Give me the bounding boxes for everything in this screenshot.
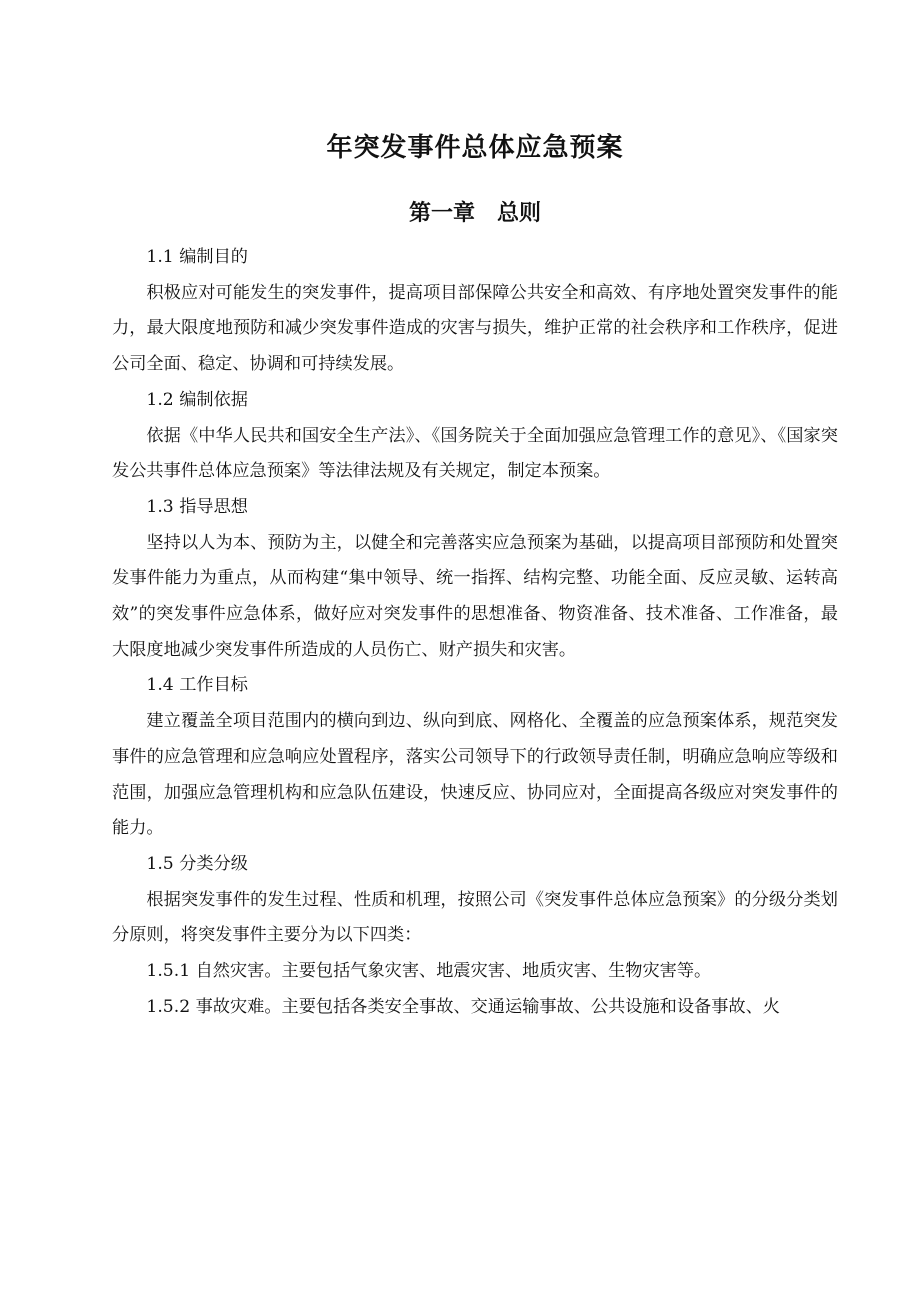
section-body-1-5: 根据突发事件的发生过程、性质和机理，按照公司《突发事件总体应急预案》的分级分类划分原则，将突发事件主要分为以下四类： — [112, 889, 838, 946]
section-heading-1-1: 1.1 编制目的 — [146, 247, 248, 267]
list-item-1-5-1: 1.5.1 自然灾害。主要包括气象灾害、地震灾害、地质灾害、生物灾害等。 — [146, 961, 712, 982]
section-heading-1-3: 1.3 指导思想 — [146, 496, 248, 517]
list-item-1-5-2: 1.5.2 事故灾难。主要包括各类安全事故、交通运输事故、公共设施和设备事故、火 — [146, 996, 780, 1017]
section-body-1-1: 积极应对可能发生的突发事件，提高项目部保障公共安全和高效、有序地处置突发事件的能力，最大限度地预防和减少突发事件造成的灾害与损失，维护正常的社会秩序和工作秩序，促进公司全面、稳定、协调和可持续发展。 — [112, 282, 838, 375]
document-title: 年突发事件总体应急预案 — [326, 133, 624, 163]
section-heading-1-4: 1.4 工作目标 — [146, 675, 248, 696]
document-body — [112, 240, 838, 1025]
section-heading-1-2: 1.2 编制依据 — [146, 389, 248, 410]
section-heading-1-5: 1.5 分类分级 — [146, 853, 248, 874]
section-body-1-3: 坚持以人为本、预防为主，以健全和完善落实应急预案为基础，以提高项目部预防和处置突发事件能力为重点，从而构建“集中领导、统一指挥、结构完整、功能全面、反应灵敏、运转高效”的突发事件应急体系，做好应对突发事件的思想准备、物资准备、技术准备、工作准备，最大限度地减少突发事件所造成的人员伤亡、财产损失和灾害。 — [112, 532, 838, 660]
section-body-1-2: 依据《中华人民共和国安全生产法》、《国务院关于全面加强应急管理工作的意见》、《国家突发公共事件总体应急预案》等法律法规及有关规定，制定本预案。 — [112, 425, 838, 482]
chapter-heading: 第一章 总则 — [408, 201, 541, 226]
section-body-1-4: 建立覆盖全项目范围内的横向到边、纵向到底、网格化、全覆盖的应急预案体系，规范突发事件的应急管理和应急响应处置程序，落实公司领导下的行政领导责任制，明确应急响应等级和范围，加强应急管理机构和应急队伍建设，快速反应、协同应对，全面提高各级应对突发事件的能力。 — [112, 711, 838, 839]
